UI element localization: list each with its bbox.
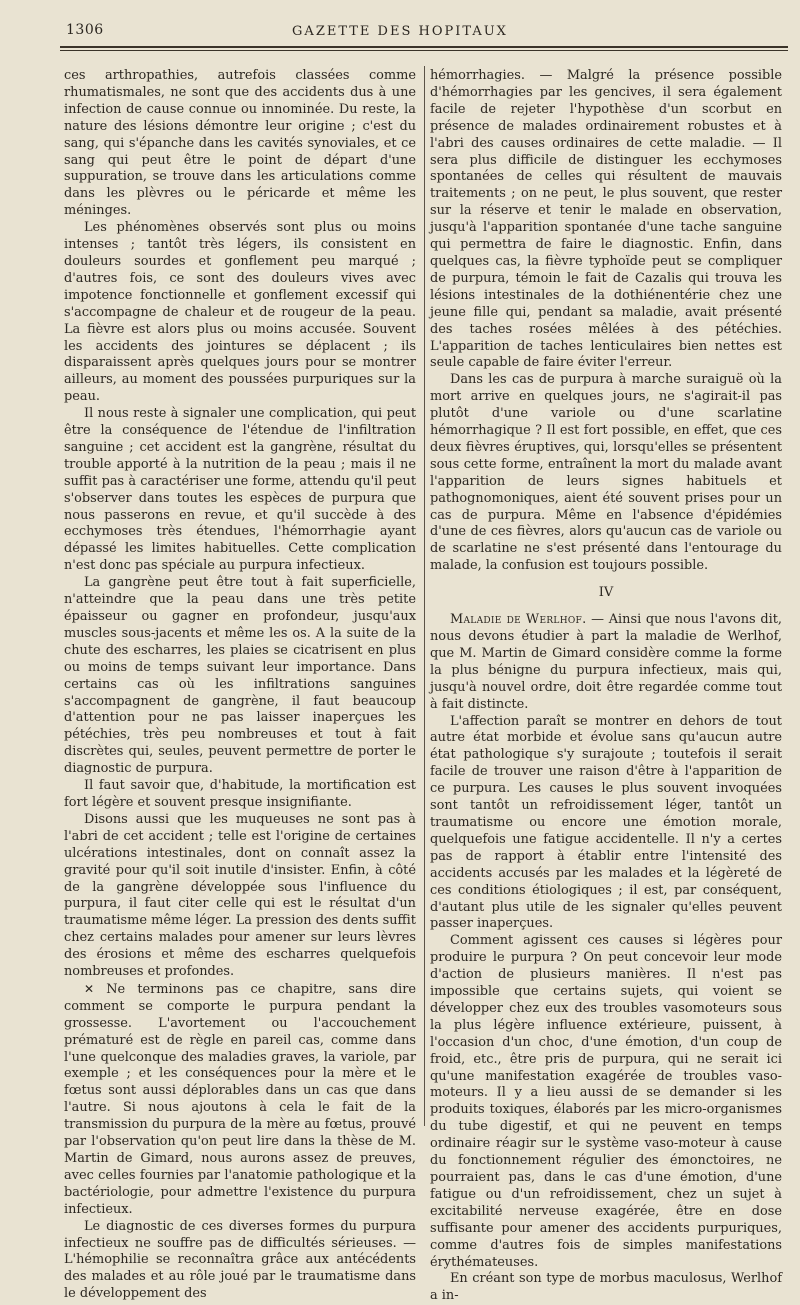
- left-paragraph-2: Les phénomènes observés sont plus ou moins intenses ; tantôt très légers, ils consistent en douleurs sourdes et gonflement peu marqué ; d'autres fois, ce sont des douleurs vives avec impotence fonctionnelle et gonflement excessif qui s'accompagne de chaleur et de rougeur de la peau. La fièvre est alors plus ou moins accusée. Souvent les accidents des jointures se déplacent ; ils disparaissent après quelques jours pour se montrer ailleurs, au moment des poussées purpuriques sur la peau.: [64, 220, 416, 405]
- running-head: GAZETTE DES HOPITAUX: [292, 24, 508, 39]
- left-paragraph-8: Le diagnostic de ces diverses formes du purpura infectieux ne souffre pas de difficultés sérieuses. — L'hémophilie se reconnaîtra grâce aux antécédents des malades et au rôle joué par le traumatisme dans le développement des: [64, 1218, 416, 1302]
- left-paragraph-3: Il nous reste à signaler une complication, qui peut être la conséquence de l'étendue de l'infiltration sanguine ; cet accident est la gangrène, résultat du trouble apporté à la nutrition de la peau ; mais il ne suffit pas à caractériser une forme, attendu qu'il peut s'observer dans toutes les espèces de purpura que nous passerons en revue, et qu'il succède à des ecchymoses très étendues, l'hémorrhagie ayant dépassé les limites habituelles. Cette complication n'est donc pas spéciale au purpura infectieux.: [64, 406, 416, 574]
- left-paragraph-5: Il faut savoir que, d'habitude, la mortification est fort légère et souvent presque insignifiante.: [64, 778, 416, 810]
- margin-cross-mark: ✕: [84, 981, 95, 996]
- column-divider: [424, 66, 425, 1126]
- header-rule-thick: [60, 46, 788, 48]
- right-paragraph-4: L'affection paraît se montrer en dehors de tout autre état morbide et évolue sans qu'aucun autre état pathologique s'y surajoute ; toutefois il serait facile de trouver une raison d'être à l'apparition de ce purpura. Les causes le plus souvent invoquées sont tantôt un refroidissement léger, tantôt un traumatisme ou encore une émotion morale, quelquefois une fatigue accidentelle. Il n'y a certes pas de rapport à établir entre l'intensité des accidents accusés par les malades et la légèreté de ces conditions étiologiques ; il est, par conséquent, d'autant plus utile de les signaler qu'elles peuvent passer inaperçues.: [430, 713, 782, 932]
- right-paragraph-6: En créant son type de morbus maculosus, Werlhof a in-: [430, 1271, 782, 1304]
- left-paragraph-4: La gangrène peut être tout à fait superficielle, n'atteindre que la peau dans une très petite épaisseur ou gagner en profondeur, jusqu'aux muscles sous-jacents et même les os. A la suite de la chute des escharres, les plaies se cicatrisent en plus ou moins de temps suivant leur importance. Dans certains cas où les infiltrations sanguines s'accompagnent de gangrène, il faut beaucoup d'attention pour ne pas laisser inaperçues les pétéchies, très peu nombreuses et tout à fait discrètes qui, seules, peuvent permettre de porter le diagnostic de purpura.: [64, 575, 416, 777]
- right-paragraph-3: [430, 612, 782, 713]
- left-paragraph-6: Disons aussi que les muqueuses ne sont pas à l'abri de cet accident ; telle est l'origine de certaines ulcérations intestinales, dont on connaît assez la gravité pour qu'il soit inutile d'insister. Enfin, à côté de la gangrène développée sous l'influence du purpura, il faut citer celle qui est le résultat d'un traumatisme même léger. La pression des dents suffit chez certains malades pour amener sur leurs lèvres des érosions et même des escharres quelquefois nombreuses et profondes.: [64, 811, 416, 980]
- left-paragraph-7: [64, 981, 416, 1219]
- section-number: IV: [598, 585, 614, 601]
- right-paragraph-2: Dans les cas de purpura à marche suraiguë où la mort arrive en quelques jours, ne s'agirait-il pas plutôt d'une variole ou d'une scarlatine hémorrhagique ? Il est fort possible, en effet, que ces deux fièvres éruptives, qui, lorsqu'elles se présentent sous cette forme, entraînent la mort du malade avant l'apparition de leurs signes habituels et pathognomoniques, aient été souvent prises pour un cas de purpura. Même en l'absence d'épidémies d'une de ces fièvres, alors qu'aucun cas de variole ou de scarlatine ne s'est présenté dans l'entourage du malade, la confusion est toujours possible.: [430, 372, 782, 574]
- page-number: 1306: [66, 22, 104, 38]
- right-paragraph-3-text: — Ainsi que nous l'avons dit, nous devons étudier à part la maladie de Werlhof, que M. Martin de Gimard considère comme la forme la plus bénigne du purpura infectieux, mais qui, jusqu'à nouvel ordre, doit être regardée comme tout à fait distincte.: [430, 612, 782, 712]
- section-heading: Maladie de Werlhof.: [450, 612, 587, 628]
- right-paragraph-1: hémorrhagies. — Malgré la présence possible d'hémorrhagies par les gencives, il sera également facile de rejeter l'hypothèse d'un scorbut en présence de malades ordinairement robustes et à l'abri des causes ordinaires de cette maladie. — Il sera plus difficile de distinguer les ecchymoses spontanées de celles qui résultent de mauvais traitements ; on ne peut, le plus souvent, que rester sur la réserve et tenir le malade en observation, jusqu'à l'apparition spontanée d'une tache sanguine qui permettra de faire le diagnostic. Enfin, dans quelques cas, la fièvre typhoïde peut se compliquer de purpura, témoin le fait de Cazalis qui trouva les lésions intestinales de la dothiénentérie chez une jeune fille qui, pendant sa maladie, avait présenté des taches rosées mêlées à des pétéchies. L'apparition de taches lenticulaires bien nettes est seule capable de faire éviter l'erreur.: [430, 68, 782, 371]
- right-paragraph-5: Comment agissent ces causes si légères pour produire le purpura ? On peut concevoir leur mode d'action de plusieurs manières. Il n'est pas impossible que certains sujets, qui voient se développer chez eux des troubles vasomoteurs sous la plus légère influence extérieure, puissent, à l'occasion d'un choc, d'une émotion, d'un coup de froid, etc., être pris de purpura, qui ne serait ici qu'une manifestation exagérée de troubles vaso-moteurs. Il y a lieu aussi de se demander si les produits toxiques, élaborés par les micro-organismes du tube digestif, et qui ne peuvent en temps ordinaire réagir sur le système vaso-moteur à cause du fonctionnement régulier des émonctoires, ne pourraient pas, dans le cas d'une émotion, d'une fatigue ou d'un refroidissement, chez un sujet à excitabilité nerveuse exagérée, être en dose suffisante pour amener des accidents purpuriques, comme d'autres fois de simples manifestations érythémateuses.: [430, 933, 782, 1270]
- left-paragraph-7-text: Ne terminons pas ce chapitre, sans dire comment se comporte le purpura pendant la grossesse. L'avortement ou l'accouchement prématuré est de règle en pareil cas, comme dans l'une quelconque des maladies graves, la variole, par exemple ; et les conséquences pour la mère et le fœtus sont aussi déplorables dans un cas que dans l'autre. Si nous ajoutons à cela le fait de la transmission du purpura de la mère au fœtus, prouvé par l'observation qu'on peut lire dans la thèse de M. Martin de Gimard, nous aurons assez de preuves, avec celles fournies par l'anatomie pathologique et la bactériologie, pour admettre l'existence du purpura infectieux.: [64, 981, 416, 1217]
- header-rule-thin: [60, 50, 788, 51]
- right-column: [430, 68, 782, 1305]
- left-column: [64, 68, 416, 1303]
- left-paragraph-1: ces arthropathies, autrefois classées comme rhumatismales, ne sont que des accidents dus à une infection de cause connue ou innominée. Du reste, la nature des lésions démontre leur origine ; c'est du sang, qui s'épanche dans les cavités synoviales, et ce sang qui peut être le point de départ d'une suppuration, se trouve dans les articulations comme dans les plèvres ou le péricarde et même les méninges.: [64, 68, 416, 219]
